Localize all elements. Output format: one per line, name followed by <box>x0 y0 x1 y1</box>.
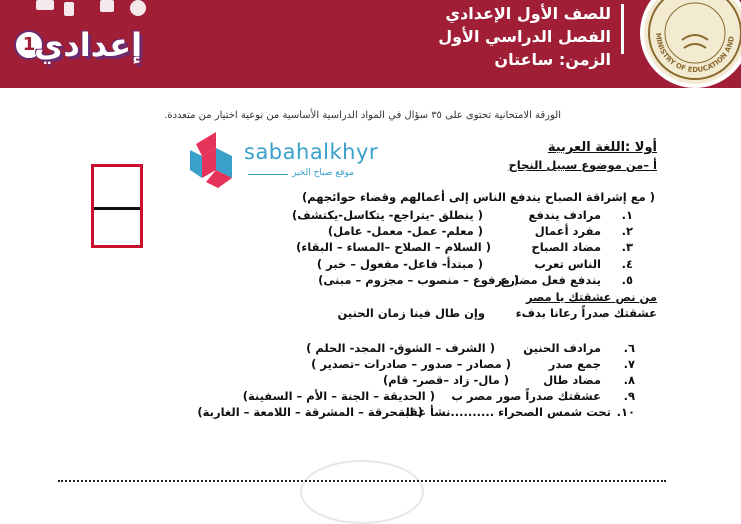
q2-question: مفرد أعمال <box>534 224 601 238</box>
q5-choices: ( مرفوع – منصوب – مجزوم – مبنى) <box>318 273 519 287</box>
header-banner <box>0 0 741 88</box>
q2-label: ٢. <box>621 224 633 238</box>
q8-label: ٨. <box>623 373 635 387</box>
badge-number: 1 <box>14 30 44 60</box>
q7-choices: ( مصادر – صدور – صادرات –تصدير ) <box>311 357 511 371</box>
dotted-separator <box>58 480 666 482</box>
q3-question: مضاد الصباح <box>531 240 601 254</box>
term-title: الفصل الدراسي الأول <box>438 27 611 46</box>
q6-choices: ( الشرف – الشوق- المجد- الحلم ) <box>306 341 495 355</box>
sabahalkhyr-logo <box>188 126 418 190</box>
logo-subtitle: موقع صباح الخير <box>292 168 354 178</box>
q10-choices: ( المحرقة – المشرقة – اللامعة – الغاربة) <box>197 405 423 419</box>
pencil-deco-icon <box>36 0 54 10</box>
logo-name: sabahalkhyr <box>244 140 379 164</box>
section2-title: من نص عشقتك يا مصر <box>526 290 657 304</box>
q4-question: الناس تعرب <box>534 257 601 271</box>
section1-title: أولا :اللغة العربية <box>547 140 657 155</box>
badge-word: إعدادي <box>34 26 143 64</box>
q4-choices: ( مبتدأ- فاعل- مفعول – خبر ) <box>316 257 483 271</box>
q5-question: يندفع فعل مضارع <box>500 273 601 287</box>
q8-choices: ( مال- زاد –قصر- قام) <box>383 373 509 387</box>
q7-label: ٧. <box>623 357 635 371</box>
verse-second-half: وإن طال فينا زمان الحنين <box>337 306 485 320</box>
q7-question: جمع صدر <box>548 357 601 371</box>
logo-mark-icon <box>188 126 244 190</box>
q8-question: مضاد طال <box>543 373 601 387</box>
q6-question: مرادف الحنين <box>523 341 601 355</box>
verse-first-half: عشقتك صدراً رعانا بدفء <box>515 306 657 320</box>
q2-choices: ( معلم- عمل- معمل- عامل) <box>327 224 483 238</box>
red-box-figure <box>91 164 143 248</box>
grade-badge <box>6 10 156 80</box>
section1-subtitle: أ –من موضوع سبيل النجاح <box>508 158 657 172</box>
logo-underline <box>248 174 288 175</box>
q3-choices: ( السلام – الصلاح –المساء – البقاء) <box>296 240 491 254</box>
header-divider <box>621 4 624 54</box>
q3-label: ٣. <box>621 240 633 254</box>
faint-watermark <box>300 460 424 524</box>
q1-question: مرادف يندفع <box>528 208 601 222</box>
q1-choices: ( ينطلق -يتراجع- يتكاسل-يكتشف) <box>291 208 483 222</box>
intro-text: الورقة الامتحانية تحتوى على ٣٥ سؤال في المواد الدراسية الأساسية من نوعية اختيار من متعددة. <box>164 110 561 121</box>
q9-choices: ( الحديقة – الجنة – الأم – السفينة) <box>242 389 435 403</box>
q4-label: ٤. <box>621 257 633 271</box>
q9-question: عشقتك صدراً صور مصر ب <box>451 389 601 403</box>
seal-lettering: MINISTRY OF EDUCATION AND <box>653 32 736 75</box>
q6-label: ٦. <box>623 341 635 355</box>
q1-label: ١. <box>621 208 633 222</box>
q5-label: ٥. <box>621 273 633 287</box>
q10-question: تحت شمس الصحراء ..........نشأ عقبة <box>398 405 611 419</box>
section1-passage: ( مع إشراقة الصباح يندفع الناس إلى أعمالهم وقضاء حوائجهم) <box>302 190 655 204</box>
time-label: الزمن: ساعتان <box>494 50 611 69</box>
q10-label: ١٠. <box>616 405 635 419</box>
grade-title: للصف الأول الإعدادي <box>445 4 611 23</box>
q9-label: ٩. <box>623 389 635 403</box>
ministry-seal-logo <box>640 0 741 88</box>
